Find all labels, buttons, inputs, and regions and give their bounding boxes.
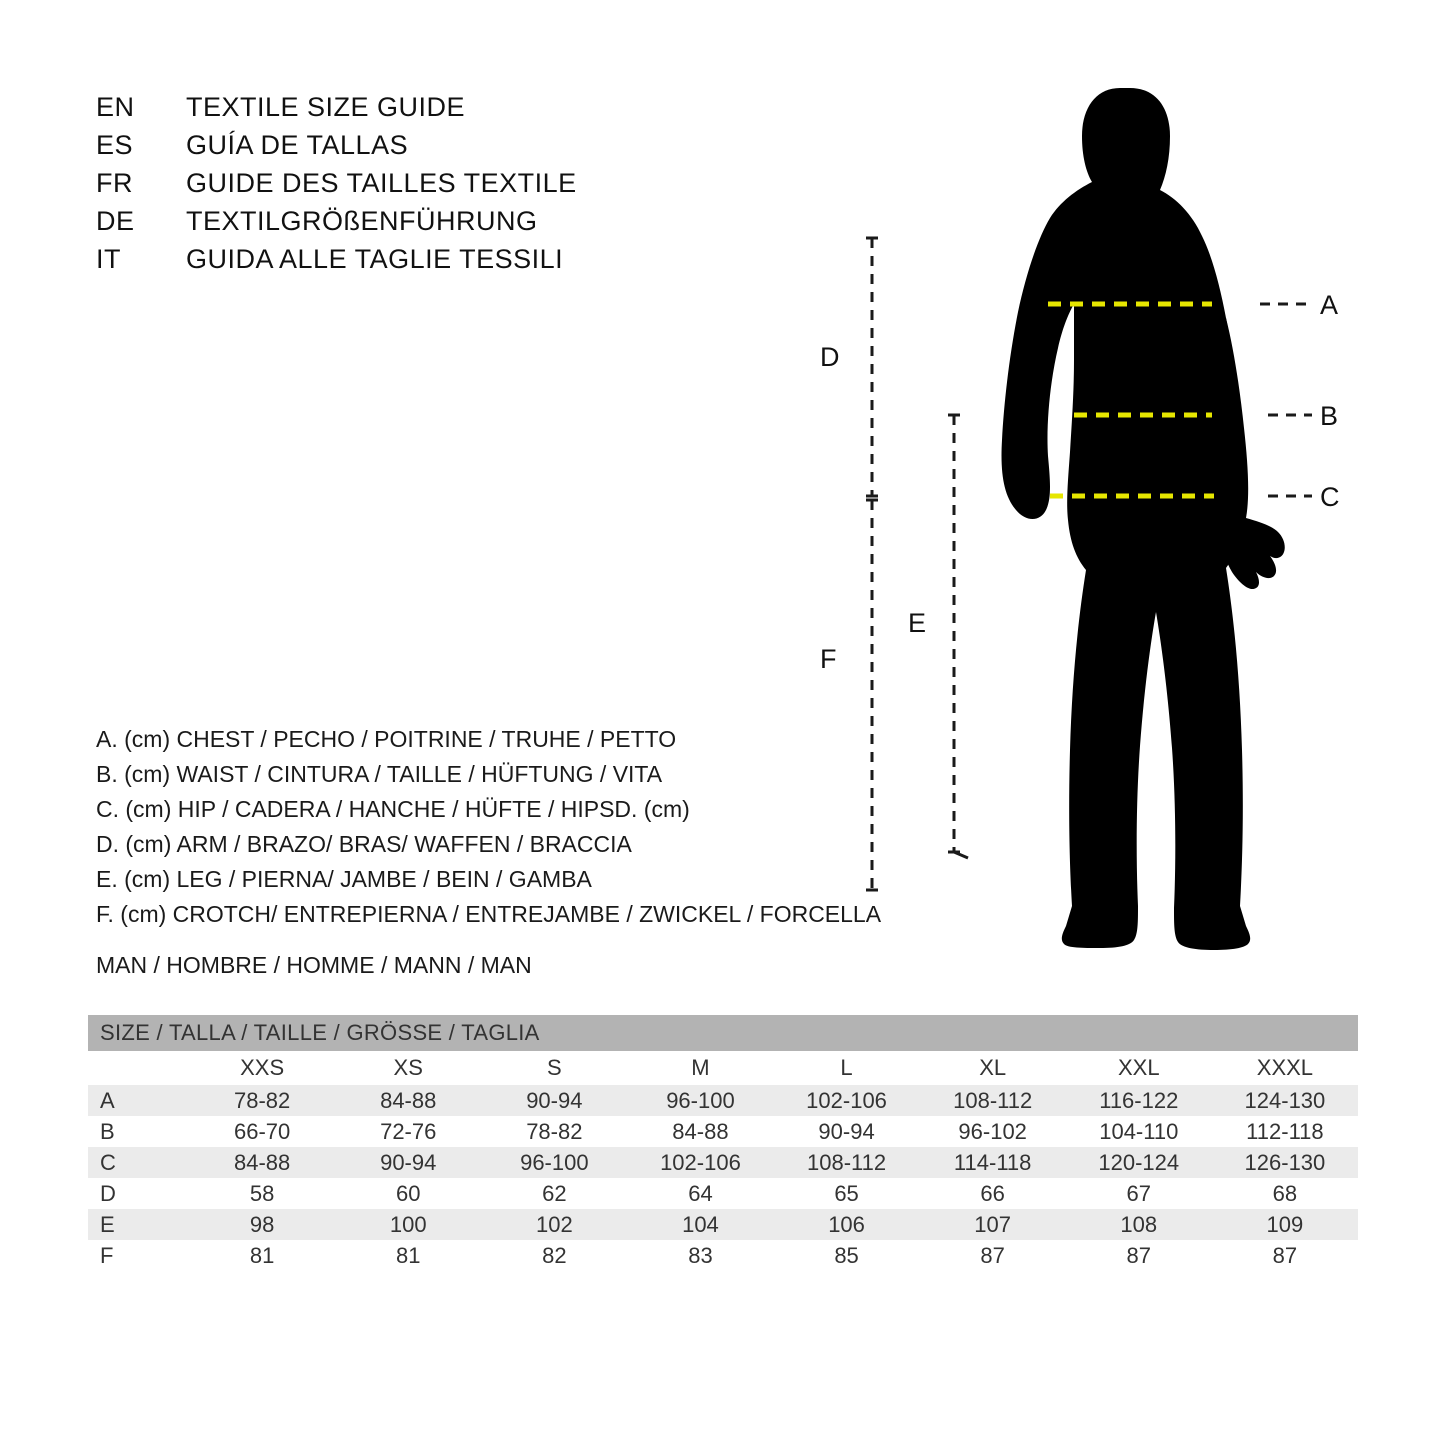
title-text-es: GUÍA DE TALLAS [186,130,409,160]
cell-d-xs: 60 [335,1178,481,1209]
cell-b-xxxl: 112-118 [1212,1116,1358,1147]
title-text-it: GUIDA ALLE TAGLIE TESSILI [186,244,564,274]
cell-f-xs: 81 [335,1240,481,1271]
cell-d-s: 62 [481,1178,627,1209]
cell-d-xxl: 67 [1066,1178,1212,1209]
cell-d-l: 65 [774,1178,920,1209]
cell-f-m: 83 [627,1240,773,1271]
title-lang-fr: FR [96,168,133,198]
table-column-headers [88,1051,1358,1085]
cell-e-s: 102 [481,1209,627,1240]
cell-a-s: 90-94 [481,1085,627,1116]
table-row [88,1116,1358,1147]
row-label-a: A [88,1085,189,1116]
col-head-s: S [481,1051,627,1085]
cell-f-xxs: 81 [189,1240,335,1271]
legend-item-e: E. (cm) LEG / PIERNA/ JAMBE / BEIN / GAMBA [96,866,592,892]
bracket-f [866,500,878,890]
cell-e-m: 104 [627,1209,773,1240]
row-label-d: D [88,1178,189,1209]
cell-c-xxl: 120-124 [1066,1147,1212,1178]
table-row [88,1240,1358,1271]
title-row-it [96,240,736,278]
body-diagram [820,60,1400,960]
cell-e-l: 106 [774,1209,920,1240]
cell-f-xxl: 87 [1066,1240,1212,1271]
cell-e-xxs: 98 [189,1209,335,1240]
title-row-en [96,88,736,126]
legend-item-a: A. (cm) CHEST / PECHO / POITRINE / TRUHE / PETTO [96,726,677,752]
title-text-de: TEXTILGRÖßENFÜHRUNG [186,206,538,236]
cell-c-xl: 114-118 [920,1147,1066,1178]
title-lang-en: EN [96,92,135,122]
diagram-label-a: A [1320,290,1339,320]
cell-f-xxxl: 87 [1212,1240,1358,1271]
title-row-fr [96,164,736,202]
label-leaders [1260,304,1312,496]
cell-e-xl: 107 [920,1209,1066,1240]
size-table [88,1015,1358,1271]
cell-b-l: 90-94 [774,1116,920,1147]
legend-item-f: F. (cm) CROTCH/ ENTREPIERNA / ENTREJAMBE / ZWICKEL / FORCELLA [96,901,882,927]
cell-f-s: 82 [481,1240,627,1271]
cell-a-xs: 84-88 [335,1085,481,1116]
cell-b-xs: 72-76 [335,1116,481,1147]
table-row [88,1147,1358,1178]
bracket-e [948,415,968,858]
cell-d-xl: 66 [920,1178,1066,1209]
row-label-f: F [88,1240,189,1271]
title-row-de [96,202,736,240]
cell-e-xxxl: 109 [1212,1209,1358,1240]
col-head-xl: XL [920,1051,1066,1085]
gender-label: MAN / HOMBRE / HOMME / MANN / MAN [96,952,532,978]
cell-c-s: 96-100 [481,1147,627,1178]
cell-b-xxs: 66-70 [189,1116,335,1147]
cell-f-l: 85 [774,1240,920,1271]
cell-a-xxxl: 124-130 [1212,1085,1358,1116]
legend-item-c: C. (cm) HIP / CADERA / HANCHE / HÜFTE / HIPSD. (cm) [96,796,690,822]
measurement-legend [96,722,896,932]
cell-a-l: 102-106 [774,1085,920,1116]
col-head-xxs: XXS [189,1051,335,1085]
col-head-xxl: XXL [1066,1051,1212,1085]
title-text-en: TEXTILE SIZE GUIDE [186,92,466,122]
title-row-es [96,126,736,164]
table-row [88,1178,1358,1209]
title-lang-it: IT [96,244,121,274]
cell-e-xxl: 108 [1066,1209,1212,1240]
cell-b-s: 78-82 [481,1116,627,1147]
cell-c-m: 102-106 [627,1147,773,1178]
table-header-bar [88,1015,1358,1051]
cell-f-xl: 87 [920,1240,1066,1271]
man-silhouette-icon [1002,88,1285,950]
cell-a-xl: 108-112 [920,1085,1066,1116]
legend-item-d: D. (cm) ARM / BRAZO/ BRAS/ WAFFEN / BRACCIA [96,831,632,857]
diagram-label-f: F [820,644,837,674]
row-label-c: C [88,1147,189,1178]
col-head-m: M [627,1051,773,1085]
col-head-xxxl: XXXL [1212,1051,1358,1085]
title-text-fr: GUIDE DES TAILLES TEXTILE [186,168,577,198]
row-label-b: B [88,1116,189,1147]
cell-c-xs: 90-94 [335,1147,481,1178]
title-lang-es: ES [96,130,134,160]
table-header-label: SIZE / TALLA / TAILLE / GRÖSSE / TAGLIA [88,1015,1358,1051]
diagram-label-b: B [1320,401,1339,431]
diagram-label-c: C [1320,482,1340,512]
cell-a-xxl: 116-122 [1066,1085,1212,1116]
cell-b-xl: 96-102 [920,1116,1066,1147]
cell-b-xxl: 104-110 [1066,1116,1212,1147]
cell-c-l: 108-112 [774,1147,920,1178]
bracket-d [866,238,878,496]
cell-a-xxs: 78-82 [189,1085,335,1116]
col-head-l: L [774,1051,920,1085]
diagram-label-e: E [908,608,927,638]
cell-d-m: 64 [627,1178,773,1209]
cell-c-xxs: 84-88 [189,1147,335,1178]
table-row [88,1085,1358,1116]
cell-b-m: 84-88 [627,1116,773,1147]
col-head-xs: XS [335,1051,481,1085]
cell-d-xxs: 58 [189,1178,335,1209]
title-lang-de: DE [96,206,135,236]
table-row [88,1209,1358,1240]
cell-a-m: 96-100 [627,1085,773,1116]
col-head-blank [88,1051,189,1085]
cell-d-xxxl: 68 [1212,1178,1358,1209]
diagram-label-d: D [820,342,840,372]
cell-e-xs: 100 [335,1209,481,1240]
cell-c-xxxl: 126-130 [1212,1147,1358,1178]
row-label-e: E [88,1209,189,1240]
legend-item-b: B. (cm) WAIST / CINTURA / TAILLE / HÜFTUNG / VITA [96,761,663,787]
title-block [96,88,736,278]
